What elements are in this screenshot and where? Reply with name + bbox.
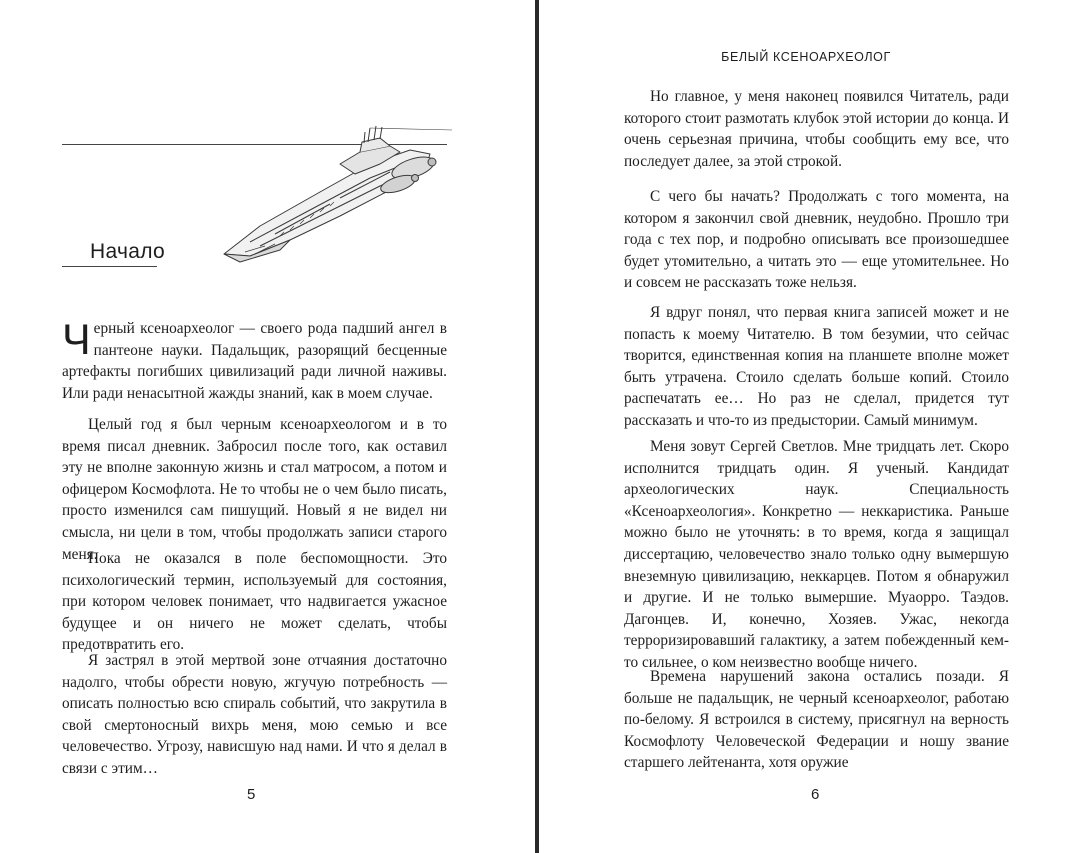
paragraph: Целый год я был черным ксеноархеологом и в то время писал дневник. Забросил после того, как оставил эту не вполне законную жизнь и стал матросом, а потом и офицером Космофлота. Не то чтобы не о чем было писать, просто изменился сам пишущий. Новый я не видел ни смысла, ни цели в том, чтобы продолжать записи старого меня. (62, 416, 447, 563)
left-page (0, 0, 536, 853)
drop-cap: Ч (62, 316, 91, 364)
page-number: 6 (811, 786, 820, 803)
paragraph: Я застрял в этой мертвой зоне отчаяния достаточно надолго, чтобы обрести новую, жгучую потребность — описать полностью всю спираль событий, что закрутила в свой смертоносный вихрь меня, мою семью и все человечество. Угрозу, нависшую над нами. И что я делал в связи с этим… (62, 652, 447, 777)
page-number: 5 (247, 786, 256, 803)
opening-paragraph-text: ерный ксеноархеолог — своего рода падший ангел в пантеоне науки. Падальщик, разорящий бесценные артефакты погибших цивилизаций ради личной наживы. Или ради ненасытной жажды знаний, как в моем случае. (62, 320, 447, 402)
opening-paragraph (62, 318, 447, 404)
paragraph: Меня зовут Сергей Светлов. Мне тридцать лет. Скоро исполнится тридцать один. Я ученый. Кандидат археологических наук. Специальность «Ксеноархеология». Конкретно — неккаристика. Раньше можно было не уточнять: в то время, когда я защищал диссертацию, человечество знало только одну вымершую внеземную цивилизацию, неккарцев. Потом я обнаружил и другие. И не только вымершие. Муаорро. Таэдов. Дагонцев. И, конечно, Хозяев. Ужас, некогда терроризировавший галактику, а затем побежденный кем-то сильнее, о ком неизвестно вообще ничего. (624, 438, 1009, 671)
paragraph: Я вдруг понял, что первая книга записей может и не попасть к моему Читателю. В том безумии, что сейчас творится, единственная копия на планшете вполне может быть утрачена. Стоило сделать больше копий. Стоило распечатать ее… Но раз не сделал, придется тут рассказать и что-то из предыстории. Самый минимум. (624, 304, 1009, 429)
starship-icon (220, 124, 452, 272)
right-page (539, 0, 1073, 853)
paragraph: Пока не оказался в поле беспомощности. Это психологический термин, используемый для состояния, при котором человек понимает, что надвигается ужасное будущее и он ничего не может сделать, чтобы предотвратить его. (62, 550, 447, 654)
paragraph: Но главное, у меня наконец появился Читатель, ради которого стоит размотать клубок этой истории до конца. И очень серьезная причина, чтобы сообщить ему все, что последует далее, за этой строкой. (624, 88, 1009, 170)
chapter-title: Начало (90, 240, 165, 263)
running-head: БЕЛЫЙ КСЕНОАРХЕОЛОГ (721, 50, 891, 64)
chapter-title-underline (62, 266, 157, 267)
paragraph: Времена нарушений закона остались позади. Я больше не падальщик, не черный ксеноархеолог, работаю по-белому. Я встроился в систему, присягнул на верность Космофлоту Человеческой Федерации и ношу звание старшего лейтенанта, хотя оружие (624, 668, 1009, 772)
paragraph: С чего бы начать? Продолжать с того момента, на котором я закончил свой дневник, неудобно. Прошло три года с тех пор, и подробно описывать все произошедшее будет утомительно, а читать это — еще утомительнее. Но и совсем не рассказать тоже нельзя. (624, 188, 1009, 292)
